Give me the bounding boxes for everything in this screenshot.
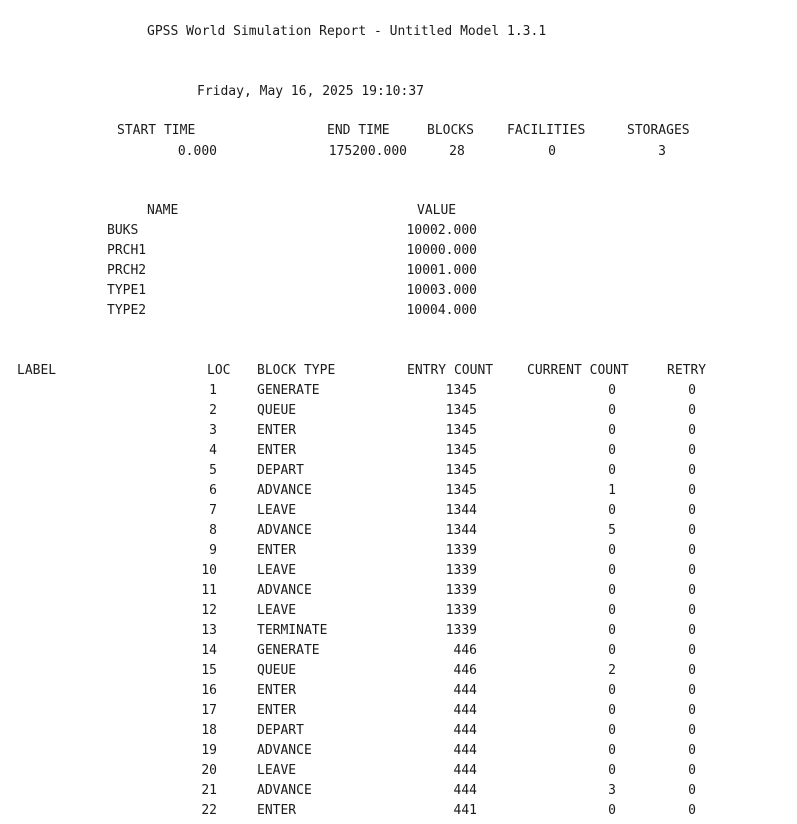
block-row-retry: 0	[688, 523, 696, 538]
block-row-retry: 0	[688, 463, 696, 478]
block-row-entry-count: 1344	[445, 523, 477, 538]
block-row-retry: 0	[688, 403, 696, 418]
block-row-retry: 0	[688, 703, 696, 718]
names-row-name: PRCH1	[107, 243, 147, 258]
block-row-entry-count: 1345	[445, 423, 477, 438]
block-row-current-count: 0	[608, 603, 616, 618]
block-row-type: ENTER	[257, 443, 297, 458]
block-row-entry-count: 1345	[445, 483, 477, 498]
block-row-loc: 6	[209, 483, 217, 498]
block-row-retry: 0	[688, 583, 696, 598]
names-row-value: 10004.000	[406, 303, 477, 318]
summary-blocks-value: 28	[449, 144, 465, 159]
block-row-type: LEAVE	[257, 763, 297, 778]
block-row-retry: 0	[688, 803, 696, 818]
block-row-loc: 4	[209, 443, 217, 458]
block-row-entry-count: 446	[453, 663, 477, 678]
block-row-current-count: 0	[608, 583, 616, 598]
report-title: GPSS World Simulation Report - Untitled Model 1.3.1	[147, 24, 547, 39]
summary-header-blocks: BLOCKS	[427, 123, 474, 138]
block-row-type: TERMINATE	[257, 623, 328, 638]
block-row-current-count: 0	[608, 643, 616, 658]
summary-header-facilities: FACILITIES	[507, 123, 586, 138]
summary-header-start-time: START TIME	[117, 123, 196, 138]
block-row-current-count: 0	[608, 723, 616, 738]
block-row-entry-count: 441	[453, 803, 477, 818]
block-row-loc: 7	[209, 503, 217, 518]
block-row-retry: 0	[688, 763, 696, 778]
block-row-entry-count: 444	[453, 743, 477, 758]
block-row-entry-count: 444	[453, 783, 477, 798]
block-row-entry-count: 1345	[445, 443, 477, 458]
block-row-type: LEAVE	[257, 603, 297, 618]
block-row-current-count: 0	[608, 623, 616, 638]
block-row-entry-count: 1344	[445, 503, 477, 518]
names-row-name: TYPE1	[107, 283, 147, 298]
names-row-name: PRCH2	[107, 263, 147, 278]
block-row-type: QUEUE	[257, 403, 297, 418]
block-row-type: ENTER	[257, 703, 297, 718]
block-row-entry-count: 1339	[445, 623, 477, 638]
block-row-retry: 0	[688, 683, 696, 698]
block-row-retry: 0	[688, 483, 696, 498]
block-row-retry: 0	[688, 503, 696, 518]
block-row-current-count: 5	[608, 523, 616, 538]
block-row-current-count: 0	[608, 763, 616, 778]
block-row-loc: 14	[201, 643, 217, 658]
block-row-type: ENTER	[257, 803, 297, 818]
block-row-type: QUEUE	[257, 663, 297, 678]
summary-header-end-time: END TIME	[327, 123, 390, 138]
block-row-entry-count: 1339	[445, 563, 477, 578]
block-row-type: LEAVE	[257, 563, 297, 578]
block-row-current-count: 0	[608, 443, 616, 458]
names-row-value: 10001.000	[406, 263, 477, 278]
block-row-loc: 17	[201, 703, 217, 718]
block-row-current-count: 0	[608, 383, 616, 398]
block-row-type: LEAVE	[257, 503, 297, 518]
names-header-value: VALUE	[417, 203, 457, 218]
block-row-loc: 3	[209, 423, 217, 438]
block-row-loc: 19	[201, 743, 217, 758]
block-row-loc: 1	[209, 383, 217, 398]
block-row-current-count: 0	[608, 403, 616, 418]
block-row-retry: 0	[688, 383, 696, 398]
block-row-entry-count: 444	[453, 683, 477, 698]
block-row-loc: 13	[201, 623, 217, 638]
block-row-current-count: 0	[608, 543, 616, 558]
block-row-loc: 21	[201, 783, 217, 798]
block-row-current-count: 0	[608, 703, 616, 718]
block-row-loc: 9	[209, 543, 217, 558]
block-row-entry-count: 444	[453, 723, 477, 738]
block-row-entry-count: 1345	[445, 463, 477, 478]
block-row-type: ENTER	[257, 543, 297, 558]
block-row-current-count: 0	[608, 563, 616, 578]
block-row-retry: 0	[688, 603, 696, 618]
block-row-entry-count: 444	[453, 703, 477, 718]
block-row-retry: 0	[688, 563, 696, 578]
block-row-current-count: 0	[608, 743, 616, 758]
block-row-loc: 18	[201, 723, 217, 738]
names-row-name: BUKS	[107, 223, 139, 238]
block-row-loc: 22	[201, 803, 217, 818]
block-row-current-count: 0	[608, 503, 616, 518]
block-row-retry: 0	[688, 743, 696, 758]
names-row-value: 10002.000	[406, 223, 477, 238]
block-row-type: DEPART	[257, 463, 304, 478]
blocks-header-loc: LOC	[207, 363, 231, 378]
block-row-type: DEPART	[257, 723, 304, 738]
block-row-current-count: 0	[608, 423, 616, 438]
block-row-type: ENTER	[257, 423, 297, 438]
block-row-type: ENTER	[257, 683, 297, 698]
block-row-entry-count: 1345	[445, 403, 477, 418]
blocks-header-entry-count: ENTRY COUNT	[407, 363, 494, 378]
block-row-entry-count: 444	[453, 763, 477, 778]
block-row-retry: 0	[688, 443, 696, 458]
block-row-type: GENERATE	[257, 383, 320, 398]
block-row-loc: 5	[209, 463, 217, 478]
block-row-retry: 0	[688, 623, 696, 638]
block-row-current-count: 1	[608, 483, 616, 498]
block-row-entry-count: 446	[453, 643, 477, 658]
block-row-loc: 2	[209, 403, 217, 418]
block-row-retry: 0	[688, 543, 696, 558]
summary-end-time-value: 175200.000	[328, 144, 407, 159]
block-row-current-count: 3	[608, 783, 616, 798]
block-row-loc: 20	[201, 763, 217, 778]
block-row-entry-count: 1339	[445, 543, 477, 558]
block-row-retry: 0	[688, 663, 696, 678]
block-row-retry: 0	[688, 643, 696, 658]
block-row-loc: 16	[201, 683, 217, 698]
names-row-value: 10003.000	[406, 283, 477, 298]
summary-storages-value: 3	[658, 144, 666, 159]
names-row-value: 10000.000	[406, 243, 477, 258]
report-datetime: Friday, May 16, 2025 19:10:37	[197, 84, 424, 99]
block-row-loc: 8	[209, 523, 217, 538]
block-row-retry: 0	[688, 783, 696, 798]
block-row-loc: 11	[201, 583, 217, 598]
summary-facilities-value: 0	[548, 144, 556, 159]
block-row-retry: 0	[688, 423, 696, 438]
block-row-type: ADVANCE	[257, 743, 312, 758]
block-row-entry-count: 1339	[445, 583, 477, 598]
block-row-entry-count: 1345	[445, 383, 477, 398]
block-row-loc: 10	[201, 563, 217, 578]
blocks-header-retry: RETRY	[667, 363, 707, 378]
blocks-header-current-count: CURRENT COUNT	[527, 363, 629, 378]
block-row-type: ADVANCE	[257, 583, 312, 598]
summary-header-storages: STORAGES	[627, 123, 690, 138]
block-row-current-count: 0	[608, 803, 616, 818]
block-row-current-count: 2	[608, 663, 616, 678]
block-row-current-count: 0	[608, 463, 616, 478]
block-row-loc: 15	[201, 663, 217, 678]
block-row-loc: 12	[201, 603, 217, 618]
summary-start-time-value: 0.000	[177, 144, 217, 159]
blocks-header-label: LABEL	[17, 363, 57, 378]
names-header-name: NAME	[147, 203, 179, 218]
block-row-type: ADVANCE	[257, 483, 312, 498]
block-row-type: GENERATE	[257, 643, 320, 658]
block-row-type: ADVANCE	[257, 523, 312, 538]
names-row-name: TYPE2	[107, 303, 147, 318]
blocks-header-block-type: BLOCK TYPE	[257, 363, 336, 378]
block-row-retry: 0	[688, 723, 696, 738]
block-row-entry-count: 1339	[445, 603, 477, 618]
block-row-current-count: 0	[608, 683, 616, 698]
block-row-type: ADVANCE	[257, 783, 312, 798]
